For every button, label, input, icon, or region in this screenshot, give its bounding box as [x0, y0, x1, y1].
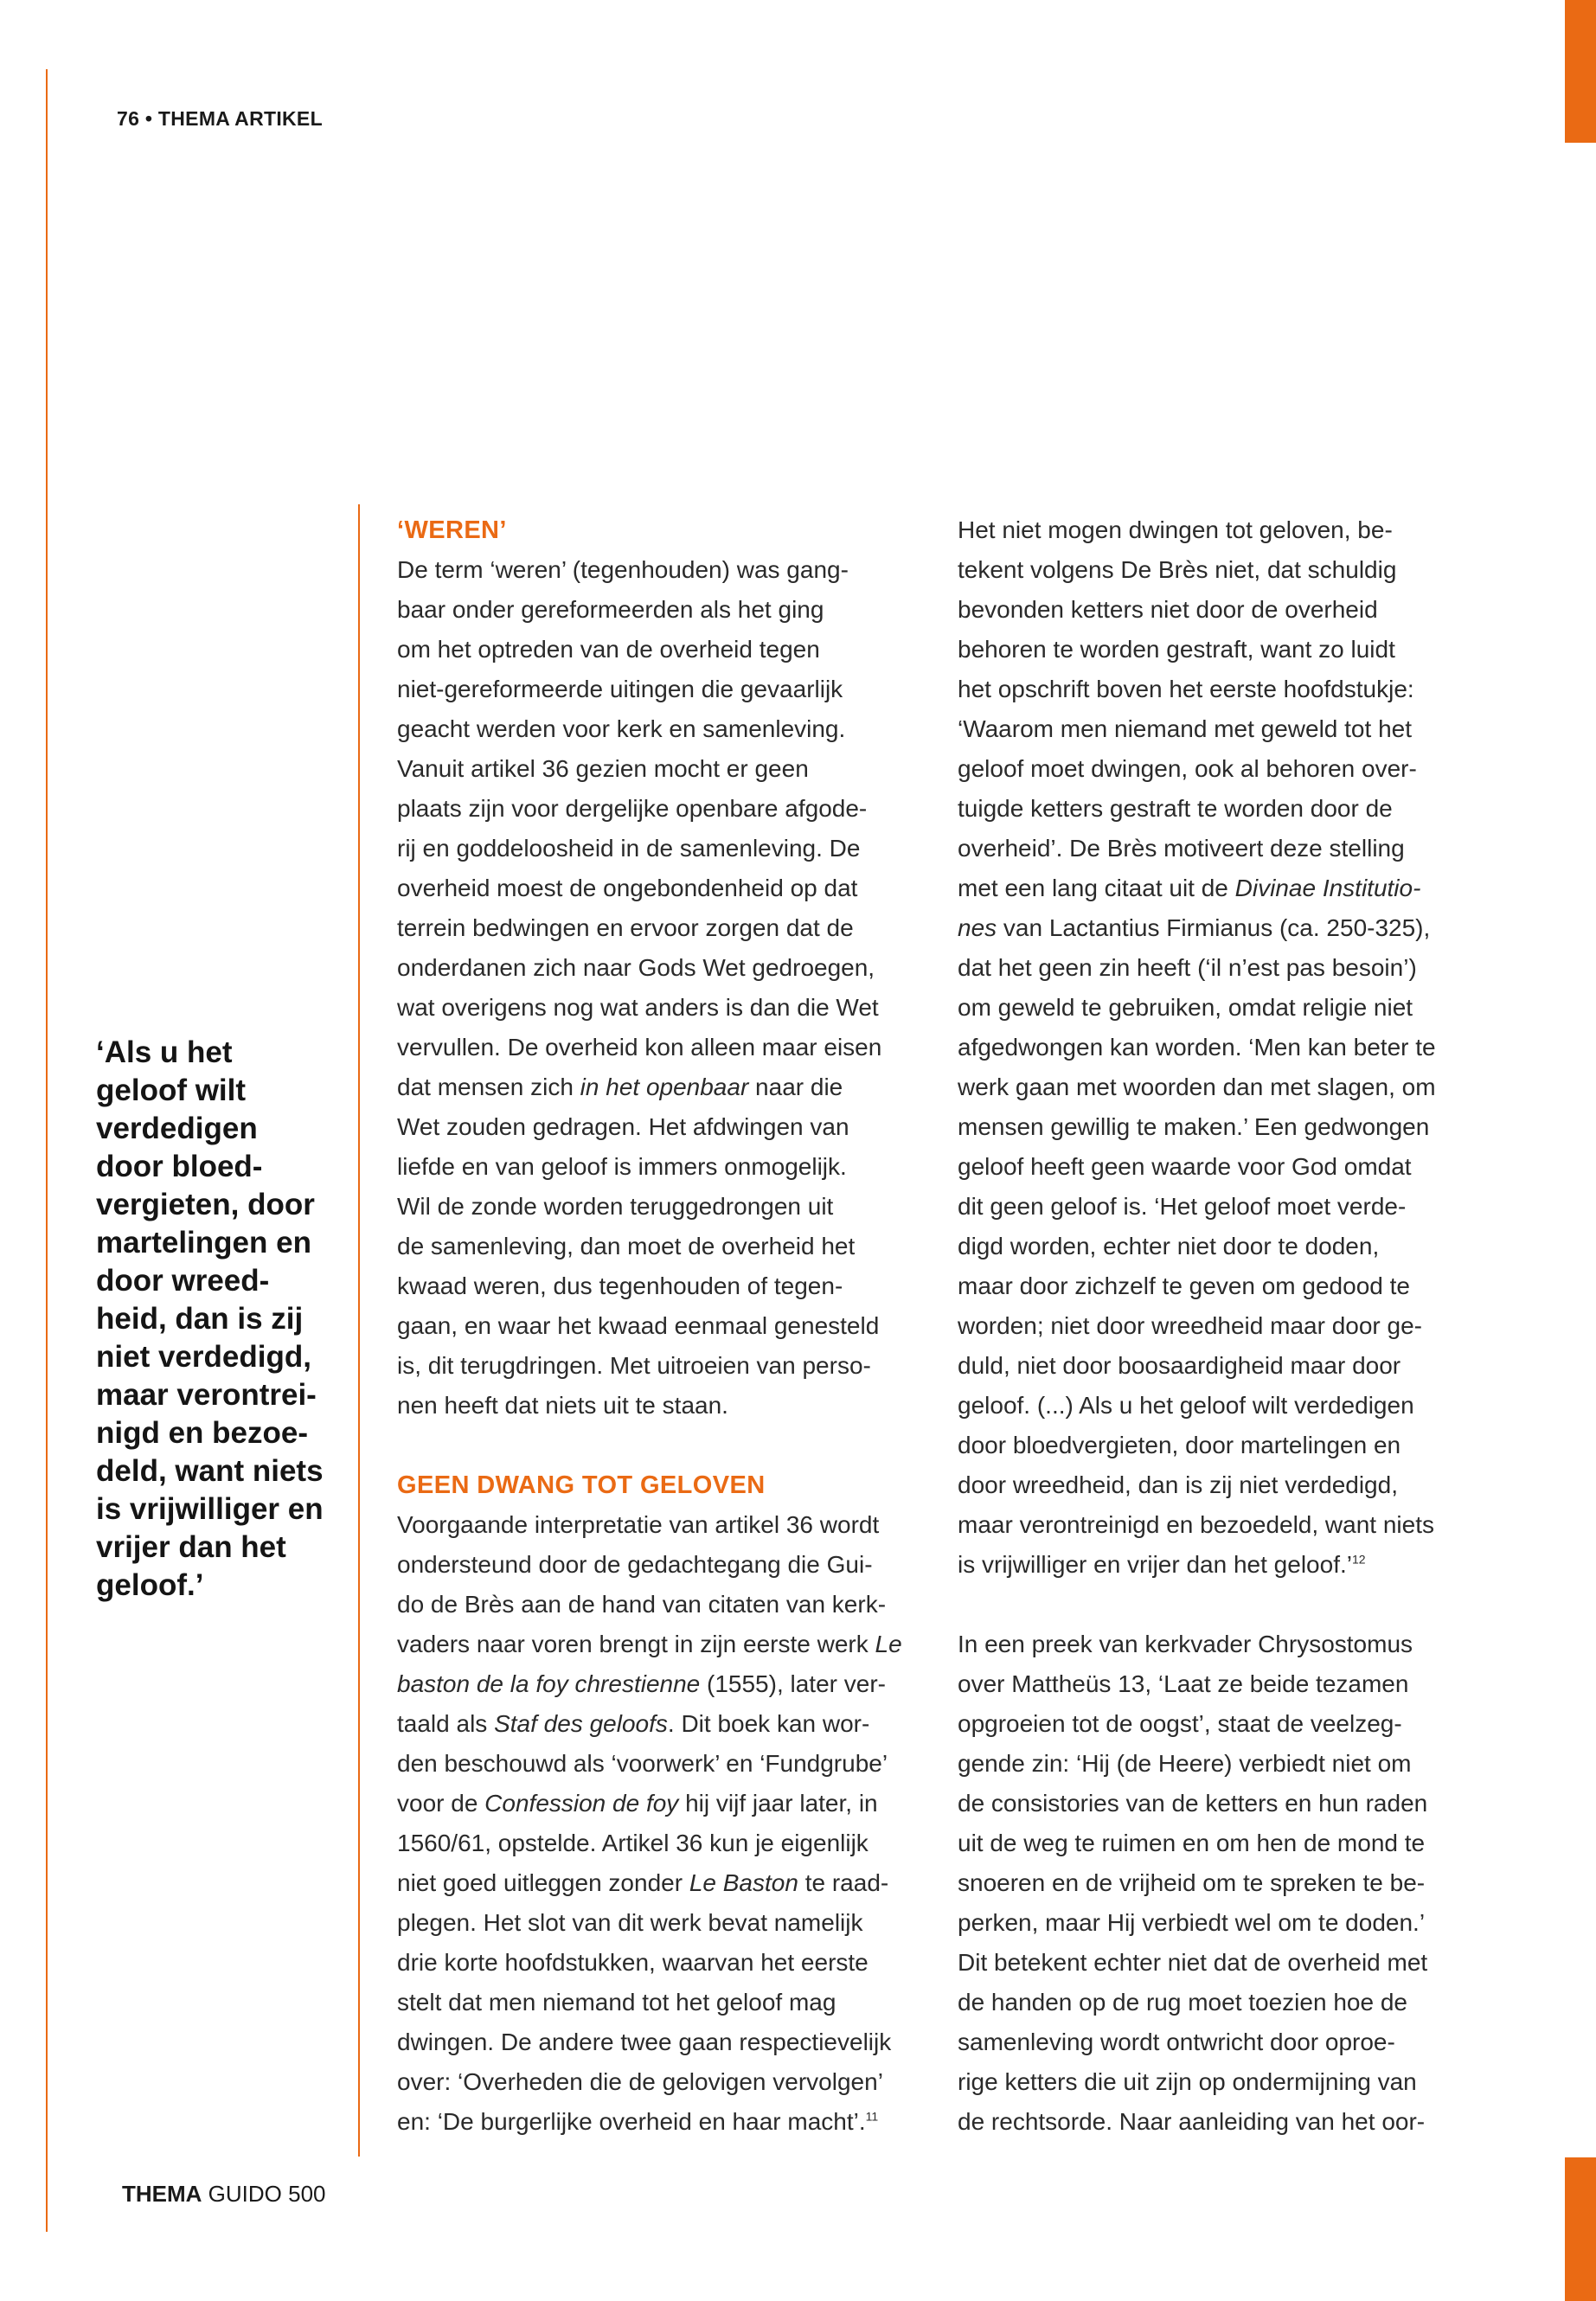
section-heading-weren: ‘WEREN’ — [397, 516, 507, 544]
running-footer — [122, 2181, 326, 2208]
left-margin-rule — [46, 69, 48, 2232]
column-divider-rule — [358, 504, 360, 2157]
text-column-2 — [958, 510, 1477, 2142]
paragraph-geen-dwang: Voorgaande interpretatie van artikel 36 wordt ondersteund door de gedachtegang die Gui- do de Brès aan de hand van citaten van kerk- vaders naar voren brengt in zijn eerste werk Le baston de la foy chrestienne (1555), later ver- taald als Staf des geloofs. Dit boek kan wor- den beschouwd als ‘voorwerk’ en ‘Fundgrube’ voor de Confession de foy hij vijf jaar later, in 1560/61, opstelde. Artikel 36 kun je eigenlijk niet goed uitleggen zonder Le Baston te raad- plegen. Het slot van dit werk bevat namelijk drie korte hoofdstukken, waarvan het eerste stelt dat men niemand tot het geloof mag dwingen. De andere twee gaan respectievelijk over: ‘Overheden die de gelovigen vervolgen’ en: ‘De burgerlijke overheid en haar macht’.$^{11}$ — [397, 1511, 902, 2135]
footnote-ref-11[interactable]: 11 — [865, 2109, 879, 2124]
text-column-1 — [397, 510, 916, 2142]
footer-brand: THEMA — [122, 2181, 202, 2207]
footnote-ref-12[interactable]: 12 — [1351, 1552, 1366, 1567]
section-heading-geen-dwang: GEEN DWANG TOT GELOVEN — [397, 1471, 766, 1499]
pull-quote: ‘Als u het geloof wilt verdedigen door bloed- vergieten, door martelingen en door wreed- heid, dan is zij niet verdedigd, maar verontrei- nigd en bezoe- deld, want niets is vrijwilliger en vrijer dan het geloof.’ — [96, 1035, 324, 1602]
footer-issue: GUIDO 500 — [202, 2181, 326, 2207]
orange-edge-tab-top — [1565, 0, 1596, 143]
paragraph-de-bres: Het niet mogen dwingen tot geloven, be- tekent volgens De Brès niet, dat schuldig bevonden ketters niet door de overheid behoren te worden gestraft, want zo luidt het opschrift boven het eerste hoofdstukje: ‘Waarom men niemand met geweld tot het geloof moet dwingen, ook al behoren over- tuigde ketters gestraft te worden door de overheid’. De Brès motiveert deze stelling met een lang citaat uit de Divinae Institutio- nes van Lactantius Firmianus (ca. 250-325), dat het geen zin heeft (‘il n’est pas besoin’) om geweld te gebruiken, omdat religie niet afgedwongen kan worden. ‘Men kan beter te werk gaan met woorden dan met slagen, om mensen gewillig te maken.’ Een gedwongen geloof heeft geen waarde voor God omdat dit geen geloof is. ‘Het geloof moet verde- digd worden, echter niet door te doden, maar door zichzelf te geven om gedood te worden; niet door wreedheid maar door ge- duld, niet door boosaardigheid maar door geloof. (...) Als u het geloof wilt verdedigen door bloedvergieten, door martelingen en door wreedheid, dan is zij niet verdedigd, maar verontreinigd en bezoedeld, want niets is vrijwilliger en vrijer dan het geloof.’$^{12}$ — [958, 516, 1436, 1578]
paragraph-weren: De term ‘weren’ (tegenhouden) was gang- baar onder gereformeerden als het ging om het optreden van de overheid tegen niet-gereformeerde uitingen die gevaarlijk geacht werden voor kerk en samenleving. Vanuit artikel 36 gezien mocht er geen plaats zijn voor dergelijke openbare afgode- rij en goddeloosheid in de samenleving. De overheid moest de ongebondenheid op dat terrein bedwingen en ervoor zorgen dat de onderdanen zich naar Gods Wet gedroegen, wat overigens nog wat anders is dan die Wet vervullen. De overheid kon alleen maar eisen dat mensen zich in het openbaar naar die Wet zouden gedragen. Het afdwingen van liefde en van geloof is immers onmogelijk. Wil de zonde worden teruggedrongen uit de samenleving, dan moet de overheid het kwaad weren, dus tegenhouden of tegen- gaan, en waar het kwaad eenmaal genesteld is, dit terugdringen. Met uitroeien van perso- nen heeft dat niets uit te staan. — [397, 556, 882, 1419]
orange-edge-tab-bottom — [1565, 2157, 1596, 2301]
running-header: 76 • THEMA ARTIKEL — [117, 107, 323, 130]
paragraph-chrysostomus: In een preek van kerkvader Chrysostomus over Mattheüs 13, ‘Laat ze beide tezamen opgroeien tot de oogst’, staat de veelzeg- gende zin: ‘Hij (de Heere) verbiedt niet om de consistories van de ketters en hun raden uit de weg te ruimen en om hen de mond te snoeren en de vrijheid om te spreken te be- perken, maar Hij verbiedt wel om te doden.’ Dit betekent echter niet dat de overheid met de handen op de rug moet toezien hoe de samenleving wordt ontwricht door oproe- rige ketters die uit zijn op ondermijning van de rechtsorde. Naar aanleiding van het oor- — [958, 1631, 1428, 2135]
